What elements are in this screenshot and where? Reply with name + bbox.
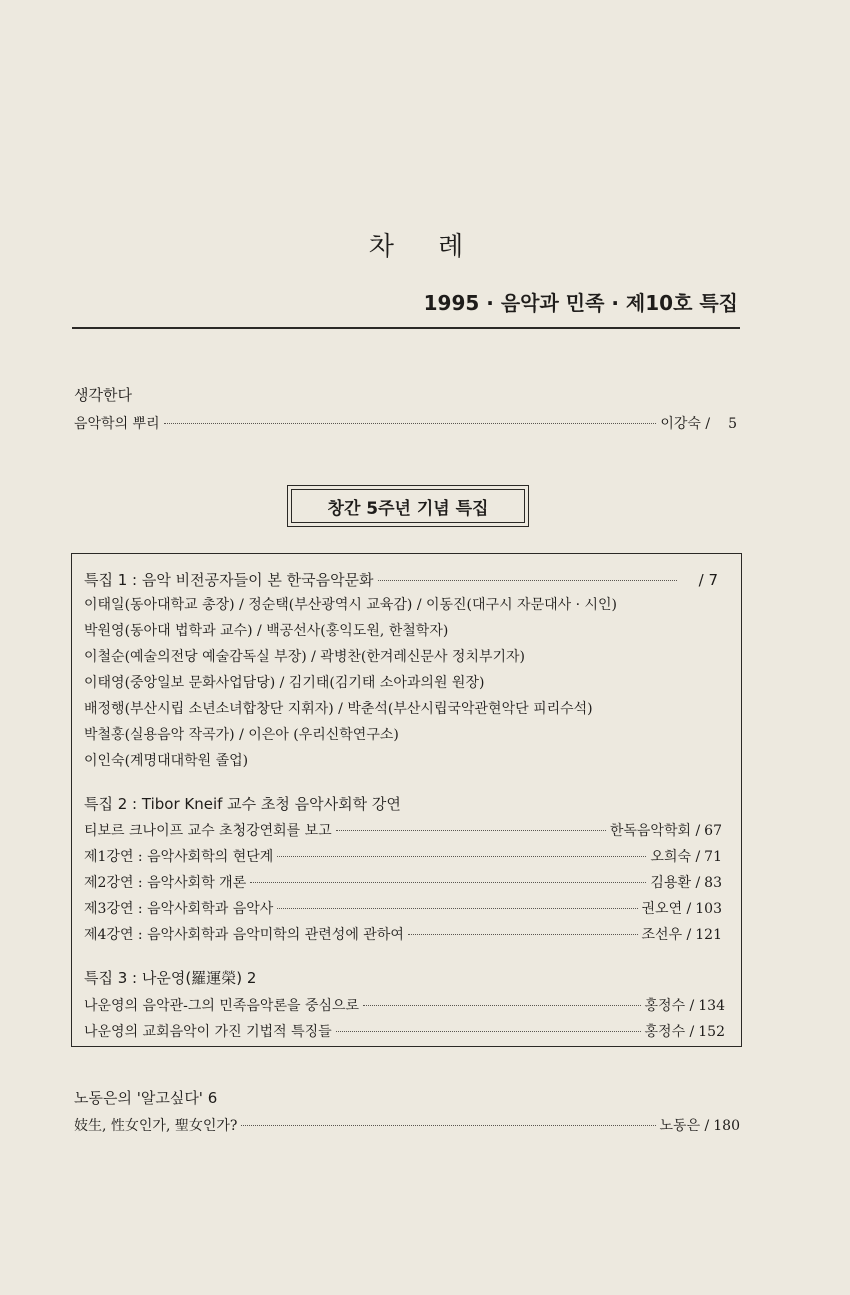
entry-title: 음악학의 뿌리 — [74, 416, 160, 432]
dot-leader — [378, 580, 677, 581]
dot-leader — [250, 882, 646, 883]
dot-leader — [336, 830, 606, 831]
anniversary-banner — [287, 485, 529, 527]
entry-title: 나운영의 교회음악이 가진 기법적 특징들 — [84, 1024, 332, 1040]
entry-title: 나운영의 음악관-그의 민족음악론을 중심으로 — [84, 998, 360, 1014]
section-heading-special3: 특집 3 : 나운영(羅運榮) 2 — [84, 969, 257, 987]
toc-entry[interactable] — [84, 846, 722, 866]
toc-entry[interactable] — [74, 1115, 740, 1135]
participant-line: 이철순(예술의전당 예술감독실 부장) / 곽병찬(한겨레신문사 정치부기자) — [84, 649, 526, 665]
participant-line: 박철홍(실용음악 작곡가) / 이은아 (우리신학연구소) — [84, 727, 399, 743]
entry-page: / 7 — [698, 571, 718, 589]
dot-leader — [408, 934, 638, 935]
entry-page: 71 — [704, 849, 722, 865]
entry-author: 한독음악학회 / — [609, 823, 701, 839]
dot-leader — [363, 1005, 640, 1006]
toc-entry[interactable] — [84, 1021, 725, 1041]
entry-page: 5 — [728, 416, 737, 432]
entry-author: 권오연 / — [641, 901, 692, 917]
entry-page: 83 — [704, 875, 722, 891]
entry-author: 노동은 / — [659, 1118, 710, 1134]
entry-author: 오희숙 / — [650, 849, 701, 865]
entry-page: 152 — [698, 1024, 725, 1040]
entry-title: 제1강연 : 음악사회학의 현단계 — [84, 849, 274, 865]
entry-page: 121 — [695, 927, 722, 943]
dot-leader — [277, 908, 637, 909]
entry-title: 제3강연 : 음악사회학과 음악사 — [84, 901, 274, 917]
entry-author: 이강숙 / — [660, 416, 711, 432]
toc-entry[interactable] — [84, 924, 722, 944]
entry-page: 180 — [713, 1118, 740, 1134]
page-title: 차 례 — [368, 232, 482, 262]
toc-entry[interactable] — [84, 995, 725, 1015]
dot-leader — [336, 1031, 641, 1032]
entry-title: 妓生, 性女인가, 聖女인가? — [74, 1118, 238, 1134]
participant-line: 이인숙(계명대대학원 졸업) — [84, 753, 249, 769]
banner-label: 창간 5주년 기념 특집 — [291, 489, 525, 523]
section-heading-special2: 특집 2 : Tibor Kneif 교수 초청 음악사회학 강연 — [84, 795, 401, 813]
entry-title: 제2강연 : 음악사회학 개론 — [84, 875, 247, 891]
toc-entry[interactable] — [84, 898, 722, 918]
dot-leader — [241, 1125, 655, 1126]
header-rule — [72, 327, 740, 329]
dot-leader — [277, 856, 646, 857]
entry-author: 홍정수 / — [644, 998, 695, 1014]
entry-page: 103 — [695, 901, 722, 917]
section-heading-special1: 특집 1 : 음악 비전공자들이 본 한국음악문화 — [84, 571, 374, 589]
toc-entry[interactable] — [74, 413, 737, 433]
participant-line: 이태영(중앙일보 문화사업담당) / 김기태(김기태 소아과의원 원장) — [84, 675, 485, 691]
entry-page: 67 — [704, 823, 722, 839]
toc-entry[interactable] — [84, 872, 722, 892]
entry-author: 홍정수 / — [644, 1024, 695, 1040]
entry-author: 조선우 / — [641, 927, 692, 943]
issue-subtitle: 1995 · 음악과 민족 · 제10호 특집 — [423, 291, 738, 315]
entry-page: 134 — [698, 998, 725, 1014]
dot-leader — [164, 423, 657, 424]
participant-line: 이태일(동아대학교 총장) / 정순택(부산광역시 교육감) / 이동진(대구시 자문대사 · 시인) — [84, 597, 617, 613]
entry-title: 제4강연 : 음악사회학과 음악미학의 관련성에 관하여 — [84, 927, 404, 943]
entry-author: 김용환 / — [650, 875, 701, 891]
participant-line: 배정행(부산시립 소년소녀합창단 지휘자) / 박춘석(부산시립국악관현악단 피리수석) — [84, 701, 593, 717]
toc-entry[interactable] — [84, 820, 722, 840]
section-heading-opinion: 생각한다 — [74, 386, 132, 404]
participant-line: 박원영(동아대 법학과 교수) / 백공선사(홍익도원, 한철학자) — [84, 623, 449, 639]
toc-entry-special1[interactable] — [84, 569, 718, 590]
entry-title: 티보르 크나이프 교수 초청강연회를 보고 — [84, 823, 332, 839]
section-heading-series: 노동은의 '알고싶다' 6 — [74, 1089, 218, 1107]
